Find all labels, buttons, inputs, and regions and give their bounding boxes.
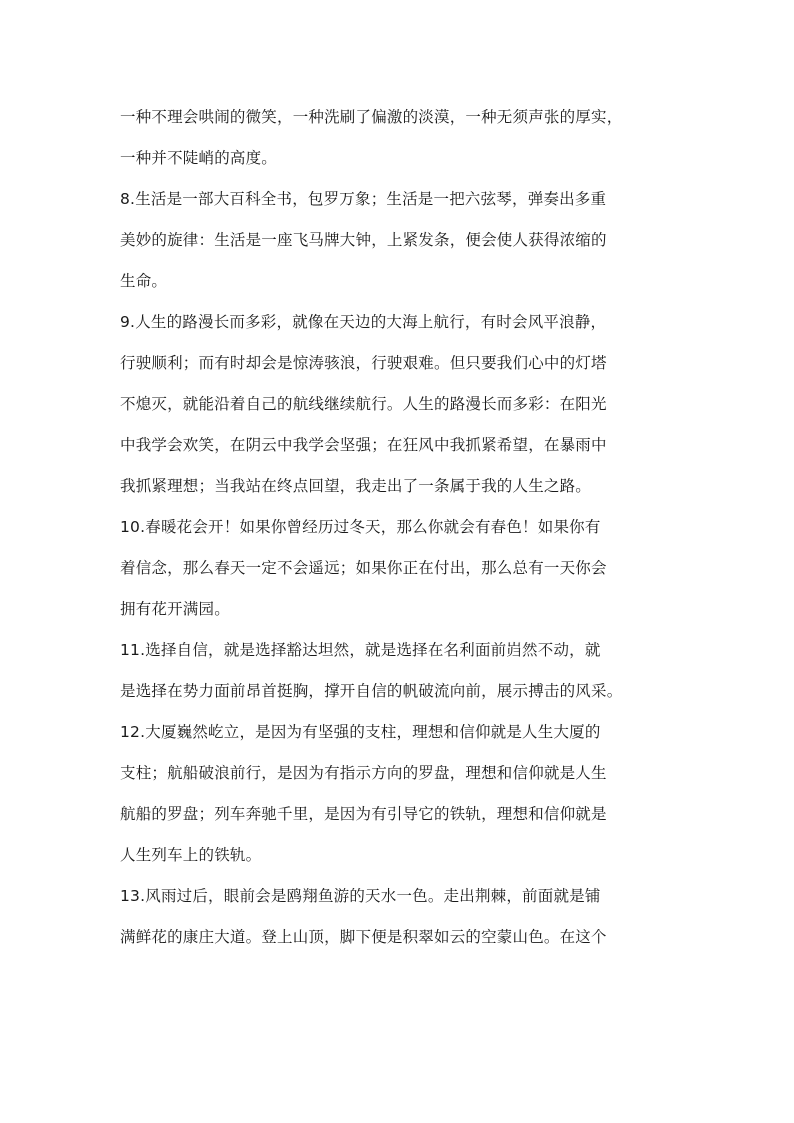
paragraph-11-line: 11.选择自信，就是选择豁达坦然，就是选择在名利面前岿然不动，就 bbox=[120, 641, 601, 659]
text-line: 美妙的旋律：生活是一座飞马牌大钟，上紧发条，便会使人获得浓缩的 bbox=[120, 231, 607, 249]
text-line: 拥有花开满园。 bbox=[120, 600, 230, 618]
text-line: 生命。 bbox=[120, 272, 168, 290]
text-line: 人生列车上的铁轨。 bbox=[120, 846, 262, 864]
text-line: 支柱；航船破浪前行，是因为有指示方向的罗盘，理想和信仰就是人生 bbox=[120, 764, 607, 782]
text-line: 行驶顺利；而有时却会是惊涛骇浪，行驶艰难。但只要我们心中的灯塔 bbox=[120, 354, 607, 372]
text-line: 着信念，那么春天一定不会遥远；如果你正在付出，那么总有一天你会 bbox=[120, 559, 607, 577]
text-line: 一种不理会哄闹的微笑，一种洗刷了偏激的淡漠，一种无须声张的厚实， bbox=[120, 108, 623, 126]
document-body bbox=[120, 97, 680, 958]
paragraph-13-line: 13.风雨过后，眼前会是鸥翔鱼游的天水一色。走出荆棘，前面就是铺 bbox=[120, 887, 601, 905]
text-line: 航船的罗盘；列车奔驰千里，是因为有引导它的铁轨，理想和信仰就是 bbox=[120, 805, 607, 823]
text-line: 中我学会欢笑，在阴云中我学会坚强；在狂风中我抓紧希望，在暴雨中 bbox=[120, 436, 607, 454]
text-line: 我抓紧理想；当我站在终点回望，我走出了一条属于我的人生之路。 bbox=[120, 477, 592, 495]
text-line: 是选择在势力面前昂首挺胸，撑开自信的帆破流向前，展示搏击的风采。 bbox=[120, 682, 623, 700]
text-line: 满鲜花的康庄大道。登上山顶，脚下便是积翠如云的空蒙山色。在这个 bbox=[120, 928, 607, 946]
paragraph-10-line: 10.春暖花会开！如果你曾经历过冬天，那么你就会有春色！如果你有 bbox=[120, 518, 601, 536]
paragraph-12-line: 12.大厦巍然屹立，是因为有坚强的支柱，理想和信仰就是人生大厦的 bbox=[120, 723, 601, 741]
paragraph-9-line: 9.人生的路漫长而多彩，就像在天边的大海上航行，有时会风平浪静， bbox=[120, 313, 607, 331]
paragraph-8-line: 8.生活是一部大百科全书，包罗万象；生活是一把六弦琴，弹奏出多重 bbox=[120, 190, 607, 208]
text-line: 一种并不陡峭的高度。 bbox=[120, 149, 278, 167]
text-line: 不熄灭，就能沿着自己的航线继续航行。人生的路漫长而多彩：在阳光 bbox=[120, 395, 607, 413]
